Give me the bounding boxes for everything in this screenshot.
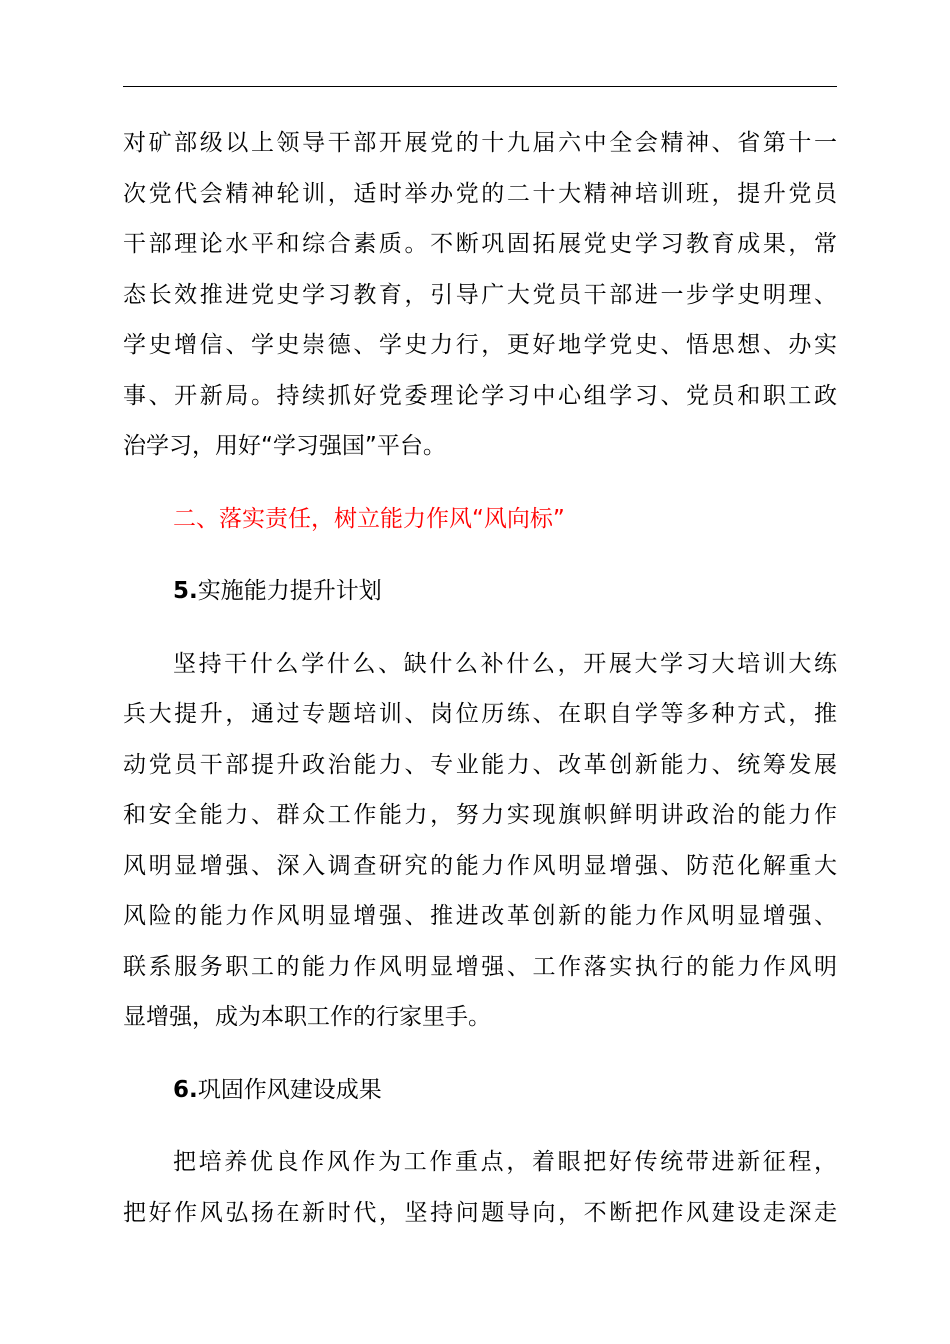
- paragraph-line: 动党员干部提升政治能力、专业能力、改革创新能力、统筹发展: [123, 751, 837, 778]
- header-rule: [123, 86, 837, 87]
- paragraph-line: 风明显增强、深入调查研究的能力作风明显增强、防范化解重大: [123, 852, 837, 879]
- paragraph-line: 兵大提升，通过专题培训、岗位历练、在职自学等多种方式，推: [123, 701, 837, 727]
- item-6-title: 巩固作风建设成果: [197, 1076, 382, 1103]
- paragraph-line: 坚持干什么学什么、缺什么补什么，开展大学习大培训大练: [173, 650, 837, 677]
- item-5-paragraph: [123, 639, 837, 1043]
- paragraph-line: 风险的能力作风明显增强、推进改革创新的能力作风明显增强、: [123, 903, 837, 929]
- paragraph-line: 和安全能力、群众工作能力，努力实现旗帜鲜明讲政治的能力作: [123, 802, 837, 828]
- section-heading: 二、落实责任，树立能力作风“风向标”: [173, 505, 565, 532]
- paragraph-line: 学史增信、学史崇德、学史力行，更好地学党史、悟思想、办实: [123, 332, 837, 358]
- item-5-heading: [123, 566, 837, 617]
- paragraph-line: 联系服务职工的能力作风明显增强、工作落实执行的能力作风明: [123, 953, 837, 980]
- paragraph-line: 次党代会精神轮训，适时举办党的二十大精神培训班，提升党员: [123, 180, 837, 207]
- paragraph-line: 治学习，用好“学习强国”平台。: [123, 433, 446, 459]
- paragraph-line: 把培养优良作风作为工作重点，着眼把好传统带进新征程，: [173, 1149, 837, 1175]
- item-6-paragraph: [123, 1137, 837, 1238]
- item-5-title: 实施能力提升计划: [197, 578, 382, 604]
- paragraph-line: 把好作风弘扬在新时代，坚持问题导向，不断把作风建设走深走: [123, 1199, 837, 1226]
- paragraph-line: 态长效推进党史学习教育，引导广大党员干部进一步学史明理、: [123, 281, 837, 308]
- paragraph-1: [123, 118, 837, 472]
- paragraph-line: 干部理论水平和综合素质。不断巩固拓展党史学习教育成果，常: [123, 231, 837, 257]
- item-6-heading: [123, 1065, 837, 1116]
- paragraph-line: 对矿部级以上领导干部开展党的十九届六中全会精神、省第十一: [123, 130, 837, 156]
- paragraph-line: 事、开新局。持续抓好党委理论学习中心组学习、党员和职工政: [123, 382, 837, 409]
- document-body: [123, 118, 837, 1238]
- item-6-number: 6.: [173, 1076, 198, 1103]
- item-5-number: 5.: [173, 578, 198, 604]
- paragraph-line: 显增强，成为本职工作的行家里手。: [123, 1004, 491, 1030]
